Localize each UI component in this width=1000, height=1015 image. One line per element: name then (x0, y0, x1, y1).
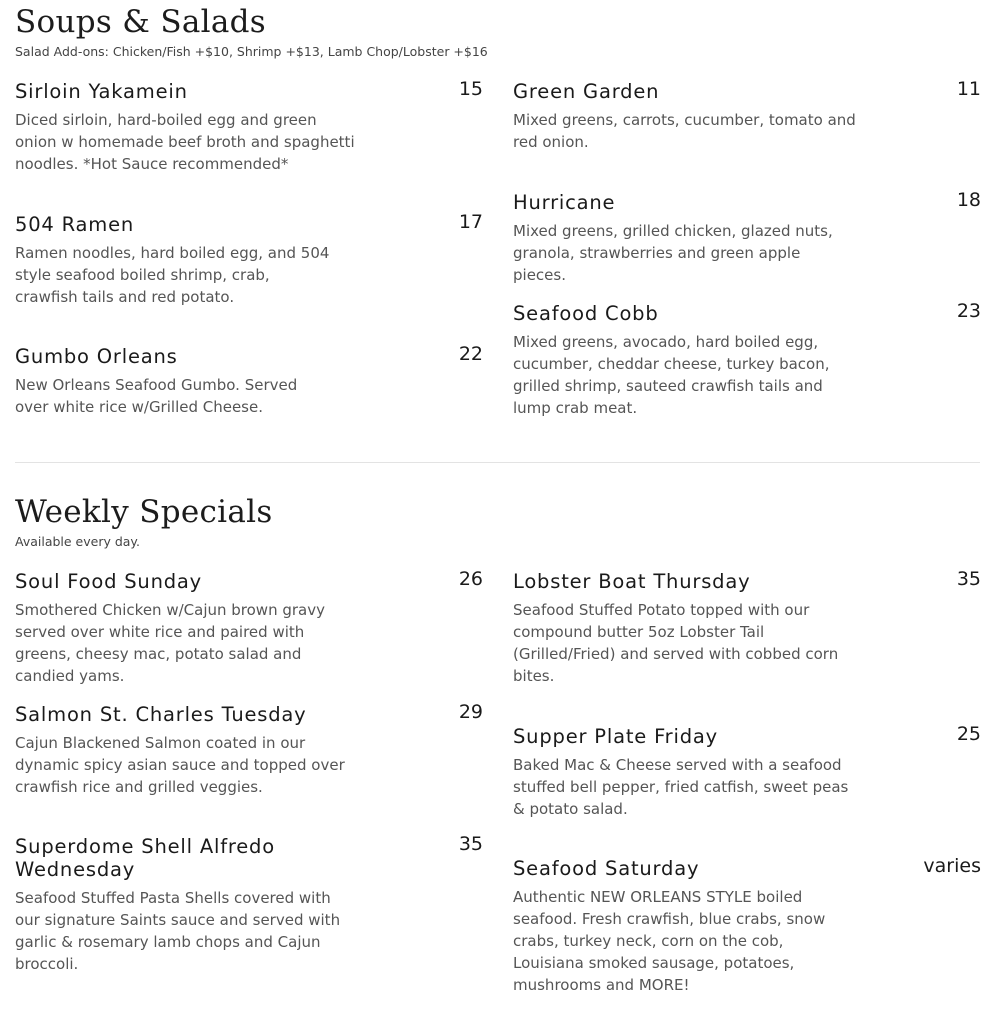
section-title: Soups & Salads (15, 4, 266, 40)
item-price: 26 (458, 568, 483, 590)
item-price: 35 (956, 568, 981, 590)
item-description: Smothered Chicken w/Cajun brown gravy served over white rice and paired with greens, cheesy mac, potato salad and candied yams. (15, 601, 325, 685)
item-description: Mixed greens, grilled chicken, glazed nuts, granola, strawberries and green apple pieces. (513, 222, 833, 284)
item-name: Salmon St. Charles Tuesday (15, 703, 307, 726)
item-description: Seafood Stuffed Potato topped with our compound butter 5oz Lobster Tail (Grilled/Fried) and served with cobbed corn bites. (513, 601, 839, 685)
section-divider (15, 462, 980, 463)
item-description: Mixed greens, avocado, hard boiled egg, cucumber, cheddar cheese, turkey bacon, grilled shrimp, sauteed crawfish tails and lump crab meat. (513, 333, 830, 417)
item-name: 504 Ramen (15, 213, 135, 236)
item-name: Green Garden (513, 80, 660, 103)
item-description: New Orleans Seafood Gumbo. Served over white rice w/Grilled Cheese. (15, 376, 298, 416)
item-price: 11 (956, 78, 981, 100)
item-description: Diced sirloin, hard-boiled egg and green onion w homemade beef broth and spaghetti noodles. *Hot Sauce recommended* (15, 111, 355, 173)
item-description: Ramen noodles, hard boiled egg, and 504 style seafood boiled shrimp, crab, crawfish tails and red potato. (15, 244, 330, 306)
weekly-specials-section (15, 490, 980, 1010)
item-description: Seafood Stuffed Pasta Shells covered with our signature Saints sauce and served with garlic & rosemary lamb chops and Cajun broccoli. (15, 889, 341, 973)
section-subtitle: Available every day. (15, 534, 141, 549)
item-name: Supper Plate Friday (513, 725, 718, 748)
item-price: 23 (956, 300, 981, 322)
item-price: 25 (956, 723, 981, 745)
item-price: 17 (458, 211, 483, 233)
item-name: Hurricane (513, 191, 616, 214)
item-name: Lobster Boat Thursday (513, 570, 751, 593)
item-description: Baked Mac & Cheese served with a seafood stuffed bell pepper, fried catfish, sweet peas & potato salad. (513, 756, 849, 818)
item-name: Superdome Shell Alfredo Wednesday (15, 835, 275, 881)
item-description: Authentic NEW ORLEANS STYLE boiled seafood. Fresh crawfish, blue crabs, snow crabs, turkey neck, corn on the cob, Louisiana smoked sausage, potatoes, mushrooms and MORE! (513, 888, 826, 994)
item-price: 18 (956, 189, 981, 211)
section-title: Weekly Specials (15, 494, 273, 530)
item-name: Seafood Saturday (513, 857, 700, 880)
item-description: Cajun Blackened Salmon coated in our dynamic spicy asian sauce and topped over crawfish rice and grilled veggies. (15, 734, 345, 796)
item-name: Seafood Cobb (513, 302, 659, 325)
item-price: 22 (458, 343, 483, 365)
item-name: Gumbo Orleans (15, 345, 178, 368)
item-name: Soul Food Sunday (15, 570, 203, 593)
item-price: 35 (458, 833, 483, 855)
section-subtitle: Salad Add-ons: Chicken/Fish +$10, Shrimp +$13, Lamb Chop/Lobster +$16 (15, 44, 488, 59)
item-price: 15 (458, 78, 483, 100)
item-price: varies (923, 855, 981, 877)
item-price: 29 (458, 701, 483, 723)
soups-salads-section (15, 0, 980, 460)
item-description: Mixed greens, carrots, cucumber, tomato and red onion. (513, 111, 856, 151)
item-name: Sirloin Yakamein (15, 80, 188, 103)
